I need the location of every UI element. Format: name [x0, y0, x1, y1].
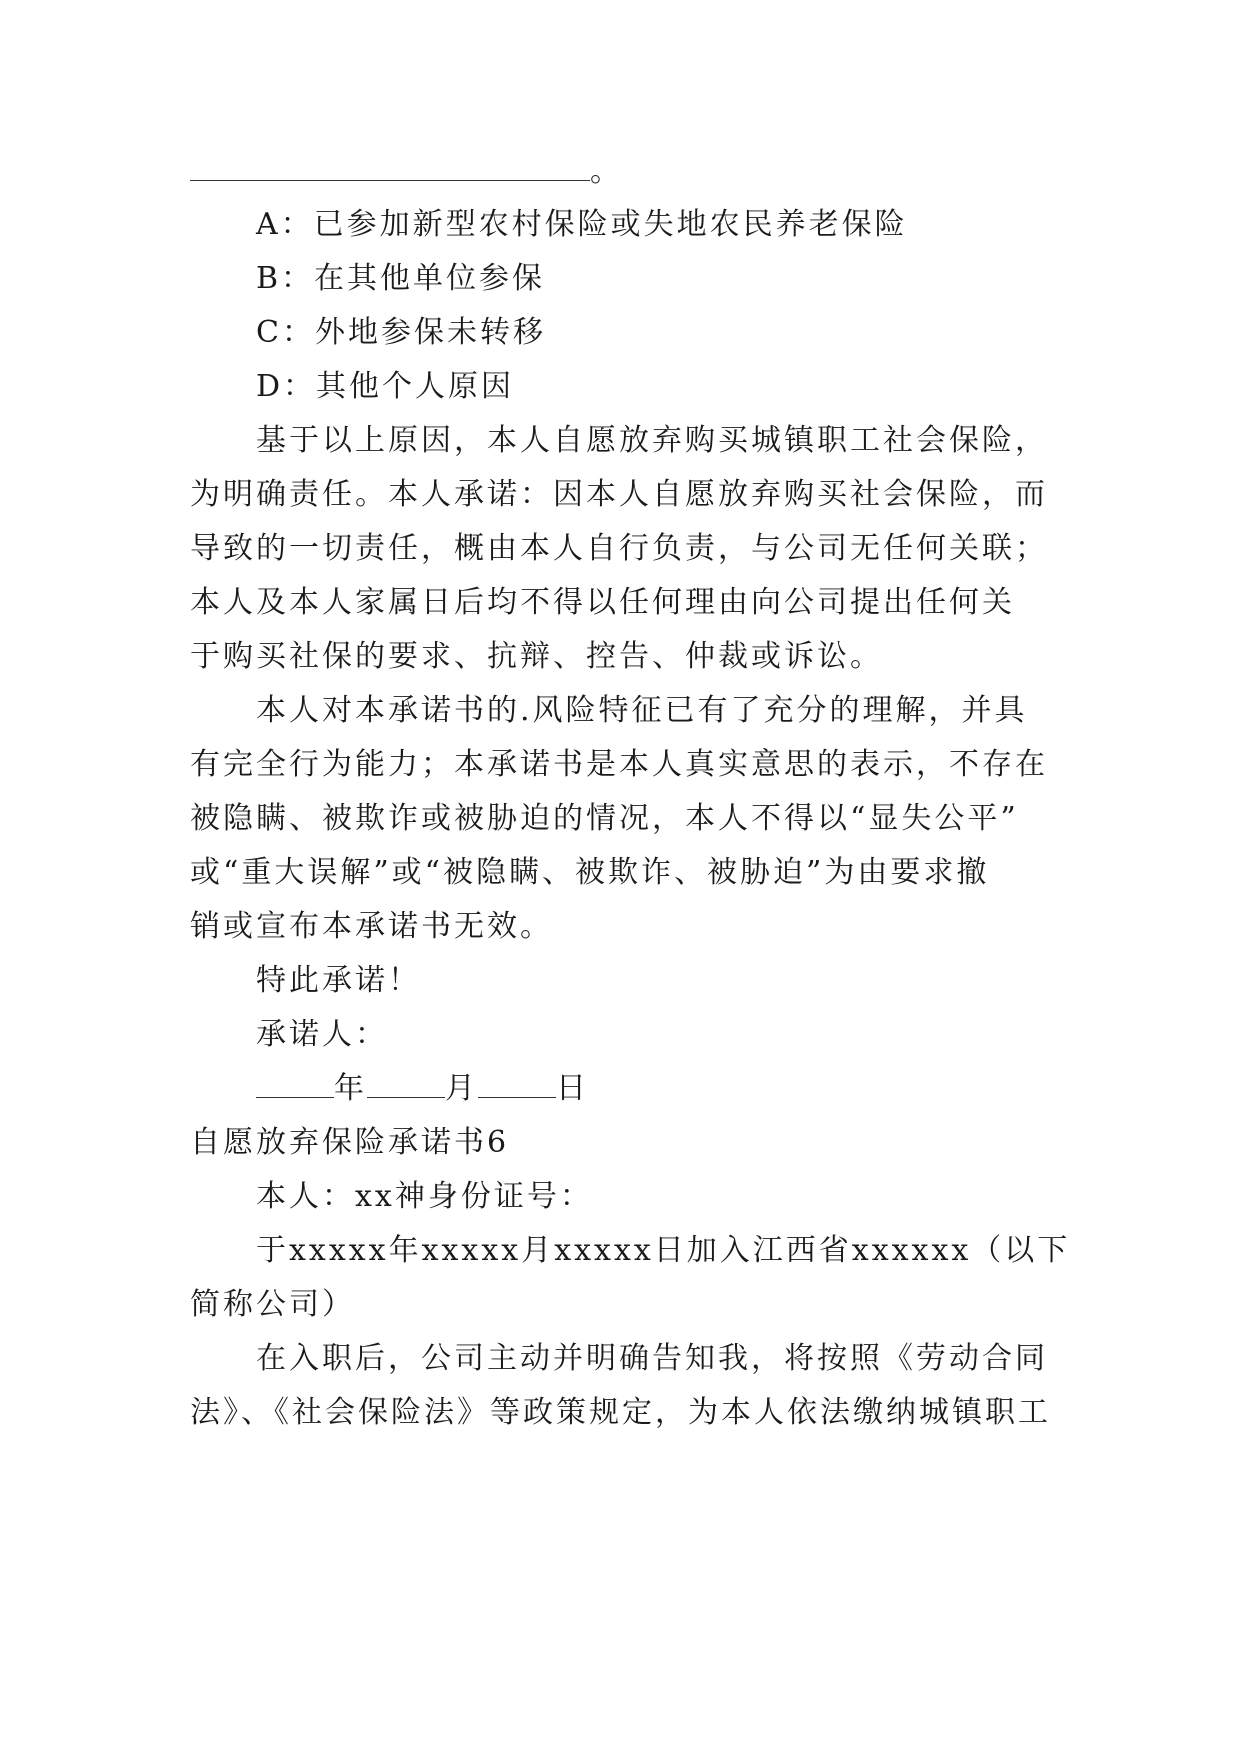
option-d: D：其他个人原因 [256, 369, 515, 404]
paragraph-line: 基于以上原因，本人自愿放弃购买城镇职工社会保险， [256, 423, 1048, 458]
paragraph-line: 或“重大误解”或“被隐瞒、被欺诈、被胁迫”为由要求撤 [190, 855, 990, 890]
option-b: B：在其他单位参保 [256, 261, 546, 296]
paragraph-line: 被隐瞒、被欺诈或被胁迫的情况，本人不得以“显失公平” [190, 801, 1019, 836]
month-blank [367, 1075, 445, 1098]
paragraph-line: 于购买社保的要求、抗辩、控告、仲裁或诉讼。 [190, 639, 883, 674]
paragraph-line: 于xxxxx年xxxxx月xxxxx日加入江西省xxxxxx（以下 [256, 1233, 1071, 1268]
paragraph-line: 有完全行为能力；本承诺书是本人真实意思的表示，不存在 [190, 747, 1048, 782]
paragraph-line: 法》、《社会保险法》等政策规定，为本人依法缴纳城镇职工 [190, 1395, 1051, 1430]
paragraph-line: 为明确责任。本人承诺：因本人自愿放弃购买社会保险，而 [190, 477, 1048, 512]
line-text: 。 [590, 154, 623, 189]
year-blank [256, 1075, 334, 1098]
month-label: 月 [445, 1071, 478, 1106]
option-a: A：已参加新型农村保险或失地农民养老保险 [256, 207, 908, 242]
signatory-label: 承诺人： [256, 1017, 388, 1052]
lead-blank-line [190, 152, 623, 192]
day-blank [478, 1075, 556, 1098]
paragraph-line: 导致的一切责任，概由本人自行负责，与公司无任何关联； [190, 531, 1048, 566]
paragraph-line: 本人及本人家属日后均不得以任何理由向公司提出任何关 [190, 585, 1015, 620]
paragraph-line: 在入职后，公司主动并明确告知我，将按照《劳动合同 [256, 1341, 1048, 1376]
day-label: 日 [556, 1071, 589, 1106]
paragraph-line: 销或宣布本承诺书无效。 [190, 909, 553, 944]
date-line [256, 1069, 589, 1109]
paragraph-line: 简称公司） [190, 1287, 355, 1322]
closing-statement: 特此承诺！ [256, 963, 421, 998]
section-title: 自愿放弃保险承诺书6 [190, 1125, 510, 1160]
paragraph-line: 本人对本承诺书的.风险特征已有了充分的理解，并具 [256, 693, 1028, 728]
paragraph-line: 本人：xx神身份证号： [256, 1179, 593, 1214]
option-c: C：外地参保未转移 [256, 315, 546, 350]
fill-in-blank [190, 158, 590, 181]
year-label: 年 [334, 1071, 367, 1106]
